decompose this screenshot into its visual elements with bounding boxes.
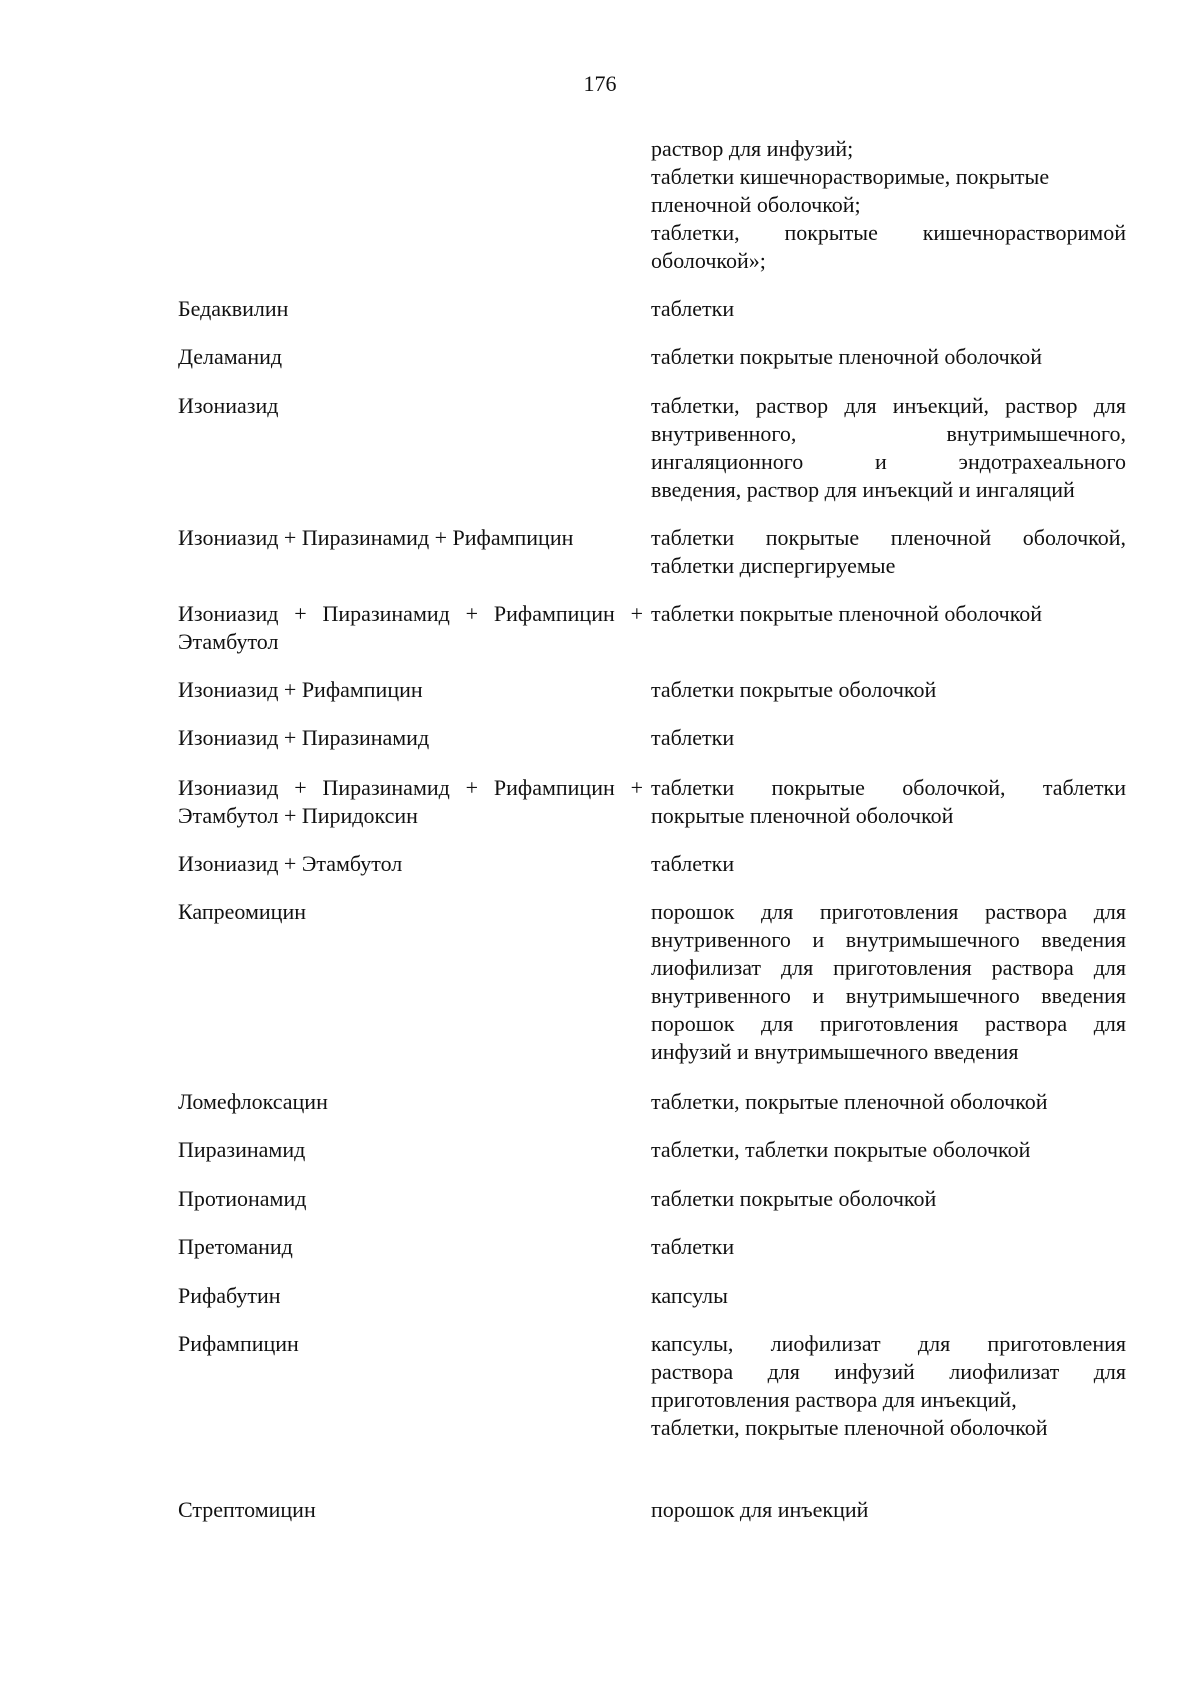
drug-name bbox=[178, 1330, 643, 1358]
drug-name-line: Изониазид bbox=[178, 393, 279, 418]
dosage-form-line: таблетки покрытые оболочкой, таблетки bbox=[651, 775, 1126, 800]
dosage-form-line: внутривенного и внутримышечного введения bbox=[651, 927, 1126, 952]
dosage-form-line: таблетки покрытые оболочкой bbox=[651, 677, 937, 702]
dosage-form-line: таблетки покрытые пленочной оболочкой bbox=[651, 344, 1043, 369]
dosage-form-line: введения, раствор для инъекций и ингаляций bbox=[651, 477, 1075, 502]
dosage-form-line: лиофилизат для приготовления раствора для bbox=[651, 955, 1126, 980]
dosage-form-line: таблетки bbox=[651, 725, 735, 750]
dosage-form bbox=[651, 1233, 1126, 1261]
dosage-form-line: таблетки покрытые оболочкой bbox=[651, 1186, 937, 1211]
dosage-form-line: внутривенного и внутримышечного введения bbox=[651, 983, 1126, 1008]
drug-name-line: Изониазид + Пиразинамид bbox=[178, 725, 430, 750]
drug-name-line: Изониазид + Пиразинамид + Рифампицин bbox=[178, 525, 574, 550]
dosage-form-line: таблетки покрытые пленочной оболочкой, bbox=[651, 525, 1126, 550]
dosage-form-line: таблетки, таблетки покрытые оболочкой bbox=[651, 1137, 1031, 1162]
dosage-form-line: таблетки покрытые пленочной оболочкой bbox=[651, 601, 1043, 626]
drug-name bbox=[178, 1233, 643, 1261]
dosage-form bbox=[651, 1088, 1126, 1116]
drug-name-line: Изониазид + Этамбутол bbox=[178, 851, 403, 876]
drug-name bbox=[178, 524, 643, 552]
drug-name-line: Пиразинамид bbox=[178, 1137, 306, 1162]
drug-name-line: Рифампицин bbox=[178, 1331, 299, 1356]
dosage-form bbox=[651, 1136, 1126, 1164]
drug-name bbox=[178, 1282, 643, 1310]
dosage-form bbox=[651, 524, 1126, 580]
dosage-form-line: таблетки, покрытые пленочной оболочкой bbox=[651, 1415, 1048, 1440]
dosage-form bbox=[651, 724, 1126, 752]
dosage-form-line: порошок для приготовления раствора для bbox=[651, 899, 1126, 924]
dosage-form-line: раствора для инфузий лиофилизат для bbox=[651, 1359, 1126, 1384]
dosage-form-line: ингаляционного и эндотрахеального bbox=[651, 449, 1126, 474]
drug-name-line: Изониазид + Пиразинамид + Рифампицин + bbox=[178, 601, 643, 626]
dosage-form bbox=[651, 1496, 1126, 1524]
drug-name-line: Ломефлоксацин bbox=[178, 1089, 328, 1114]
dosage-form bbox=[651, 295, 1126, 323]
dosage-form-line: таблетки bbox=[651, 1234, 735, 1259]
drug-name bbox=[178, 1185, 643, 1213]
dosage-form-line: капсулы, лиофилизат для приготовления bbox=[651, 1331, 1126, 1356]
drug-name bbox=[178, 1496, 643, 1524]
dosage-form bbox=[651, 676, 1126, 704]
dosage-form-line: таблетки bbox=[651, 851, 735, 876]
drug-name bbox=[178, 898, 643, 926]
dosage-form bbox=[651, 392, 1126, 504]
continuation-line: раствор для инфузий; bbox=[651, 136, 854, 161]
dosage-form-line: внутривенного, внутримышечного, bbox=[651, 421, 1126, 446]
drug-name bbox=[178, 392, 643, 420]
dosage-form-line: таблетки, раствор для инъекций, раствор для bbox=[651, 393, 1126, 418]
drug-name bbox=[178, 343, 643, 371]
drug-name-line: Рифабутин bbox=[178, 1283, 281, 1308]
drug-name-line: Деламанид bbox=[178, 344, 283, 369]
dosage-form-line: таблетки bbox=[651, 296, 735, 321]
drug-name bbox=[178, 295, 643, 323]
drug-name-line: Протионамид bbox=[178, 1186, 307, 1211]
dosage-form-line: инфузий и внутримышечного введения bbox=[651, 1039, 1019, 1064]
drug-name-line: Капреомицин bbox=[178, 899, 306, 924]
dosage-form-line: приготовления раствора для инъекций, bbox=[651, 1387, 1017, 1412]
drug-name bbox=[178, 1088, 643, 1116]
drug-name-line: Бедаквилин bbox=[178, 296, 289, 321]
dosage-form bbox=[651, 1185, 1126, 1213]
page-number: 176 bbox=[583, 71, 617, 96]
drug-name bbox=[178, 850, 643, 878]
dosage-form bbox=[651, 343, 1126, 371]
drug-name bbox=[178, 600, 643, 656]
drug-name-line: Этамбутол bbox=[178, 629, 279, 654]
dosage-form-line: таблетки, покрытые пленочной оболочкой bbox=[651, 1089, 1048, 1114]
continuation-line: пленочной оболочкой; bbox=[651, 192, 861, 217]
dosage-form-line: капсулы bbox=[651, 1283, 728, 1308]
dosage-form-line: порошок для приготовления раствора для bbox=[651, 1011, 1126, 1036]
dosage-form bbox=[651, 850, 1126, 878]
drug-name bbox=[178, 676, 643, 704]
drug-name-line: Стрептомицин bbox=[178, 1497, 316, 1522]
dosage-form bbox=[651, 774, 1126, 830]
drug-name-line: Этамбутол + Пиридоксин bbox=[178, 803, 418, 828]
continuation-line: оболочкой»; bbox=[651, 248, 766, 273]
drug-name-line: Претоманид bbox=[178, 1234, 293, 1259]
drug-name bbox=[178, 774, 643, 830]
drug-name-line: Изониазид + Рифампицин bbox=[178, 677, 423, 702]
dosage-form bbox=[651, 1282, 1126, 1310]
continuation-text bbox=[651, 135, 1126, 275]
continuation-line: таблетки кишечнорастворимые, покрытые bbox=[651, 164, 1050, 189]
dosage-form bbox=[651, 600, 1126, 628]
dosage-form bbox=[651, 1330, 1126, 1442]
continuation-line: таблетки, покрытые кишечнорастворимой bbox=[651, 220, 1126, 245]
drug-name bbox=[178, 1136, 643, 1164]
drug-name-line: Изониазид + Пиразинамид + Рифампицин + bbox=[178, 775, 643, 800]
dosage-form-line: порошок для инъекций bbox=[651, 1497, 869, 1522]
dosage-form-line: таблетки диспергируемые bbox=[651, 553, 896, 578]
drug-name bbox=[178, 724, 643, 752]
dosage-form-line: покрытые пленочной оболочкой bbox=[651, 803, 954, 828]
dosage-form bbox=[651, 898, 1126, 1066]
